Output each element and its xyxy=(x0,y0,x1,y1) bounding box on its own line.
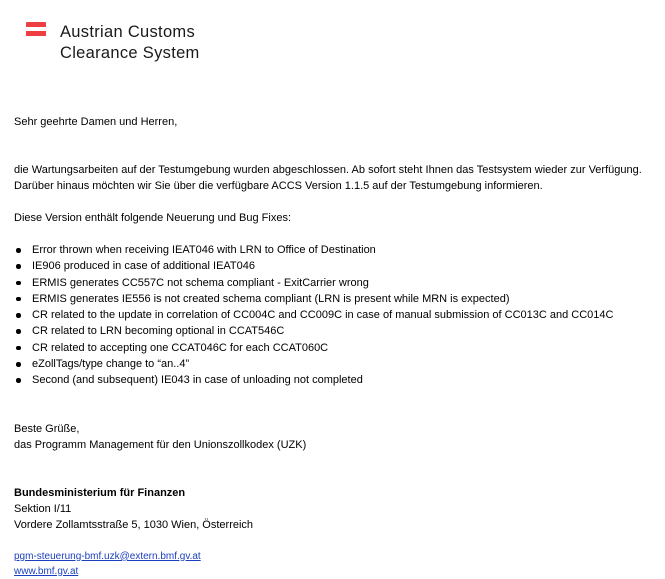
bullet-icon xyxy=(16,248,21,253)
email-body xyxy=(14,114,654,579)
logo-line-2: Clearance System xyxy=(60,43,200,62)
list-item-text: CR related to LRN becoming optional in CCAT546C xyxy=(32,325,285,338)
list-item-text: eZollTags/type change to “an..4” xyxy=(32,358,190,371)
list-item-text: ERMIS generates CC557C not schema compliant - ExitCarrier wrong xyxy=(32,276,369,289)
logo-line-1: Austrian Customs xyxy=(60,23,196,41)
list-item xyxy=(14,258,654,274)
logo-wordmark xyxy=(60,22,200,63)
bullet-icon xyxy=(16,362,21,367)
list-item-text: ERMIS generates IE556 is not created schema compliant (LRN is present while MRN is expected) xyxy=(32,292,510,305)
intro-line-2: Darüber hinaus möchten wir Sie über die verfügbare ACCS Version 1.1.5 auf der Testumgebung informieren. xyxy=(14,180,543,192)
section: Sektion I/11 xyxy=(14,502,72,515)
intro-line-1: die Wartungsarbeiten auf der Testumgebung wurden abgeschlossen. Ab sofort steht Ihnen das Testsystem wieder zur Verfügung. xyxy=(14,164,642,176)
list-item xyxy=(14,291,654,307)
website-link[interactable]: www.bmf.gv.at xyxy=(14,565,79,577)
list-item xyxy=(14,275,654,291)
list-item-text: CR related to accepting one CCAT046C for each CCAT060C xyxy=(32,341,329,354)
bullet-icon xyxy=(16,281,21,286)
address: Vordere Zollamtsstraße 5, 1030 Wien, Österreich xyxy=(14,518,254,531)
closing: Beste Grüße, xyxy=(14,422,80,435)
list-item-text: IE906 produced in case of additional IEAT046 xyxy=(32,260,256,273)
list-item xyxy=(14,242,654,258)
email-link[interactable]: pgm-steuerung-bmf.uzk@extern.bmf.gv.at xyxy=(14,550,201,562)
sender-team: das Programm Management für den Unionszollkodex (UZK) xyxy=(14,438,307,451)
bullet-icon xyxy=(16,297,21,302)
bullet-icon xyxy=(16,346,21,351)
list-item xyxy=(14,307,654,323)
list-item xyxy=(14,323,654,339)
list-item xyxy=(14,340,654,356)
greeting: Sehr geehrte Damen und Herren, xyxy=(14,116,178,128)
bug-fix-list xyxy=(14,242,654,389)
list-item-text: Error thrown when receiving IEAT046 with LRN to Office of Destination xyxy=(32,244,376,256)
list-item xyxy=(14,372,654,388)
list-item xyxy=(14,356,654,372)
list-item-text: CR related to the update in correlation of CC004C and CC009C in case of manual submission of CC013C and CC014C xyxy=(32,309,614,322)
list-intro: Diese Version enthält folgende Neuerung und Bug Fixes: xyxy=(14,212,292,224)
list-item-text: Second (and subsequent) IE043 in case of unloading not completed xyxy=(32,374,363,387)
bullet-icon xyxy=(16,329,21,334)
ministry-name: Bundesministerium für Finanzen xyxy=(14,486,186,499)
bullet-icon xyxy=(16,378,21,383)
austria-flag-icon xyxy=(26,22,46,36)
bullet-icon xyxy=(16,313,21,318)
bullet-icon xyxy=(16,264,21,269)
accs-logo xyxy=(26,22,246,62)
